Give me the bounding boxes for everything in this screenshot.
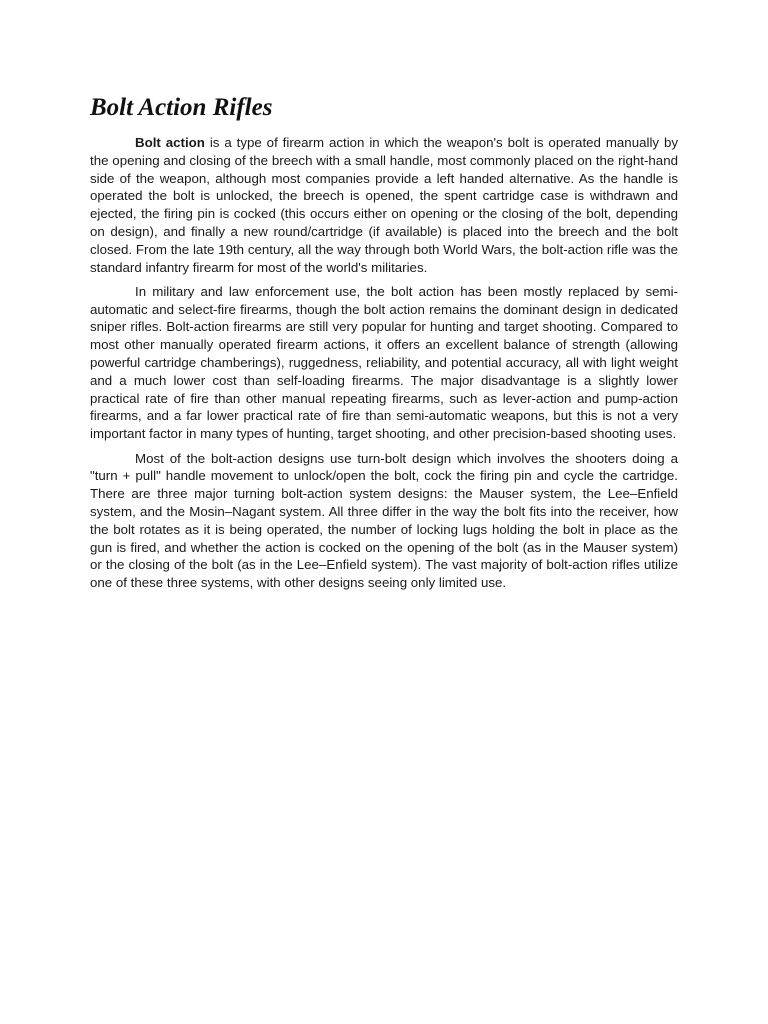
- paragraph-2-text: In military and law enforcement use, the bolt action has been mostly replaced by semi-automatic and select-fire firearms, though the bolt action remains the dominant design in dedicated sniper rifles. Bolt-action firearms are still very popular for hunting and target shooting. Compared to most other manually operated firearm actions, it offers an excellent balance of strength (allowing powerful cartridge chamberings), ruggedness, reliability, and potential accuracy, all with light weight and a much lower cost than self-loading firearms. The major disadvantage is a slightly lower practical rate of fire than other manual repeating firearms, such as lever-action and pump-action firearms, and a far lower practical rate of fire than semi-automatic weapons, but this is not a very important factor in many types of hunting, target shooting, and other precision-based shooting uses.: [90, 283, 678, 442]
- paragraph-1-lead-term: Bolt action: [135, 135, 205, 150]
- document-title: Bolt Action Rifles: [90, 94, 273, 121]
- document-body: [90, 134, 678, 598]
- paragraph-1-text: is a type of firearm action in which the weapon's bolt is operated manually by the opening and closing of the breech with a small handle, most commonly placed on the right-hand side of the weapon, although most companies provide a left handed alternative. As the handle is operated the bolt is unlocked, the breech is opened, the spent cartridge case is withdrawn and ejected, the firing pin is cocked (this occurs either on opening or the closing of the bolt, depending on design), and finally a new round/cartridge (if available) is placed into the breech and the bolt closed. From the late 19th century, all the way through both World Wars, the bolt-action rifle was the standard infantry firearm for most of the world's militaries.: [90, 135, 679, 275]
- paragraph-2: [90, 283, 678, 443]
- paragraph-1: [90, 134, 678, 276]
- paragraph-3-text: Most of the bolt-action designs use turn-bolt design which involves the shooters doing a "turn + pull" handle movement to unlock/open the bolt, cock the firing pin and cycle the cartridge. There are three major turning bolt-action system designs: the Mauser system, the Lee–Enfield system, and the Mosin–Nagant system. All three differ in the way the bolt fits into the receiver, how the bolt rotates as it is being operated, the number of locking lugs holding the bolt in place as the gun is fired, and whether the action is cocked on the opening of the bolt (as in the Mauser system) or the closing of the bolt (as in the Lee–Enfield system). The vast majority of bolt-action rifles utilize one of these three systems, with other designs seeing only limited use.: [90, 450, 678, 591]
- paragraph-3: [90, 450, 678, 592]
